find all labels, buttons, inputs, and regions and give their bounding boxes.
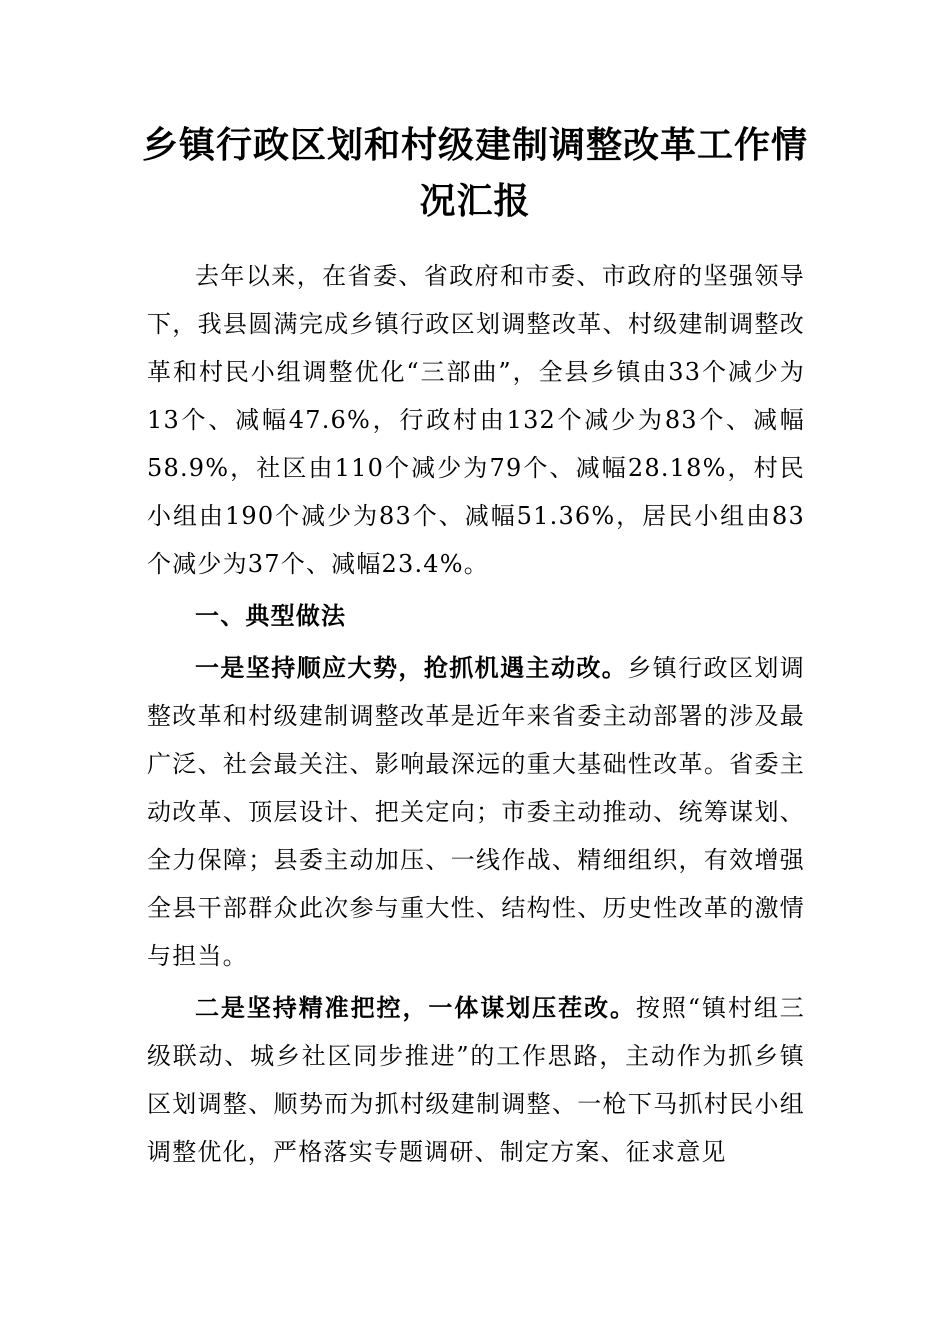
point-1-paragraph (147, 644, 805, 980)
section-heading-practices: 一、典型做法 (195, 602, 347, 630)
intro-paragraph: 去年以来，在省委、省政府和市委、市政府的坚强领导下，我县圆满完成乡镇行政区划调整改革、村级建制调整改革和村民小组调整优化“三部曲”，全县乡镇由33个减少为13个、减幅47.6%，行政村由132个减少为83个、减幅58.9%，社区由110个减少为79个、减幅28.18%，村民小组由190个减少为83个、减幅51.36%，居民小组由83个减少为37个、减幅23.4%。 (147, 262, 805, 578)
point-1-text: 乡镇行政区划调整改革和村级建制调整改革是近年来省委主动部署的涉及最广泛、社会最关注、影响最深远的重大基础性改革。省委主动改革、顶层设计、把关定向；市委主动推动、统筹谋划、全力保障；县委主动加压、一线作战、精细组织，有效增强全县干部群众此次参与重大性、结构性、历史性改革的激情与担当。 (147, 654, 805, 970)
document-title: 乡镇行政区划和村级建制调整改革工作情况汇报 (141, 125, 808, 222)
point-2-lead: 二是坚持精准把控，一体谋划压茬改。 (195, 994, 636, 1022)
point-2-paragraph (147, 984, 805, 1176)
document-body (147, 252, 805, 1176)
point-1-lead: 一是坚持顺应大势，抢抓机遇主动改。 (195, 654, 628, 682)
point-2-text: 按照“镇村组三级联动、城乡社区同步推进”的工作思路，主动作为抓乡镇区划调整、顺势而为抓村级建制调整、一枪下马抓村民小组调整优化，严格落实专题调研、制定方案、征求意见 (147, 994, 805, 1166)
